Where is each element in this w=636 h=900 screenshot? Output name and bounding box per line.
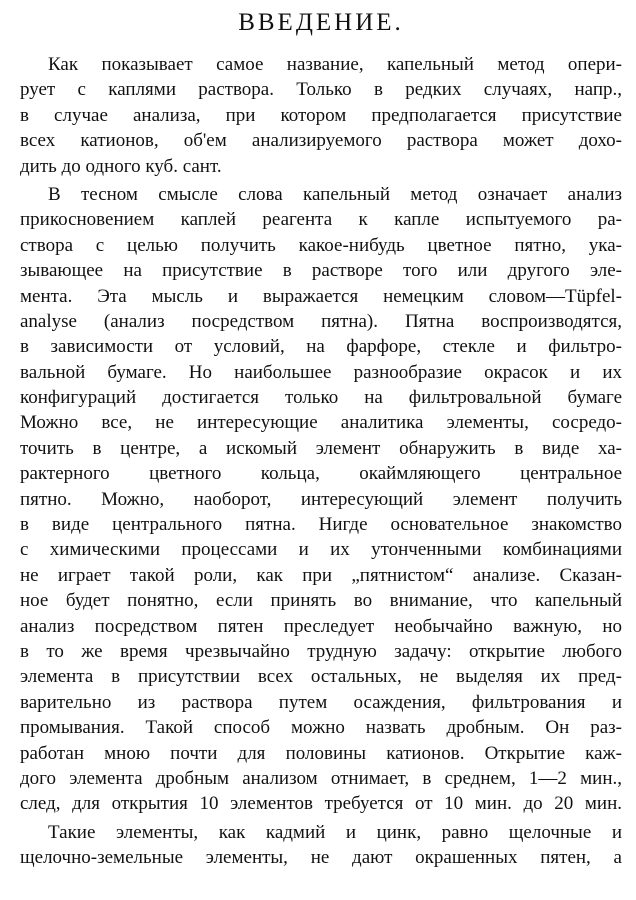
text-line: промывания. Такой способ можно назвать дробным. Он раз-	[20, 717, 622, 739]
paragraph-3	[20, 820, 622, 871]
text-line: рует с каплями раствора. Только в редких случаях, напр.,	[20, 79, 622, 101]
text-line: не играет такой роли, как при „пятнистом“ анализе. Сказан-	[20, 564, 622, 586]
text-line: след, для открытия 10 элементов требуется от 10 мин. до 20 мин.	[20, 793, 622, 815]
text-line: рактерного цветного кольца, окаймляющего центральное	[20, 463, 622, 485]
text-line: в зависимости от условий, на фарфоре, стекле и фильтро-	[20, 336, 622, 358]
text-line: Как показывает самое название, капельный метод опери-	[48, 54, 622, 75]
text-line: в виде центрального пятна. Нигде основательное знакомство	[20, 514, 622, 536]
text-line: варительно из раствора путем осаждения, фильтрования и	[20, 691, 622, 713]
text-line: Можно все, не интересующие аналитика элементы, сосредо-	[20, 412, 622, 434]
text-line: щелочно-земельные элементы, не дают окрашенных пятен, а	[20, 847, 622, 869]
text-line: створа с целью получить какое-нибудь цветное пятно, ука-	[20, 234, 622, 256]
text-line: пятно. Можно, наоборот, интересующий элемент получить	[20, 488, 622, 510]
paragraph-1	[20, 52, 622, 179]
text-line: в то же время чрезвычайно трудную задачу: открытие любого	[20, 640, 622, 662]
text-line: В тесном смысле слова капельный метод означает анализ	[48, 183, 622, 205]
text-line: с химическими процессами и их утонченными комбинациями	[20, 539, 622, 561]
page-title: ВВЕДЕНИЕ.	[238, 9, 404, 36]
text-line: ное будет понятно, если принять во внимание, что капельный	[20, 590, 622, 612]
text-line: дого элемента дробным анализом отнимает, в среднем, 1—2 мин.,	[20, 767, 622, 789]
text-line: всех катионов, об'ем анализируемого раствора может дохо-	[20, 130, 622, 152]
text-line: точить в центре, а искомый элемент обнаружить в виде ха-	[20, 437, 622, 459]
text-line: analyse (анализ посредством пятна). Пятна воспроизводятся,	[20, 310, 622, 332]
text-line: анализ посредством пятен преследует необычайно важную, но	[20, 615, 622, 637]
text-line: работан мною почти для половины катионов. Открытие каж-	[20, 742, 622, 764]
paragraph-2	[20, 182, 622, 817]
text-line: вальной бумаге. Но наибольшее разнообразие окрасок и их	[20, 361, 622, 383]
text-line: элемента в присутствии всех остальных, не выделяя их пред-	[20, 666, 622, 688]
text-line: в случае анализа, при котором предполагается присутствие	[20, 104, 622, 126]
text-line: Такие элементы, как кадмий и цинк, равно щелочные и	[48, 821, 622, 843]
text-line: конфигураций достигается только на фильтровальной бумаге	[20, 387, 622, 409]
text-line: мента. Эта мысль и выражается немецким словом—Tüpfel-	[20, 285, 622, 307]
text-line: зывающее на присутствие в растворе того или другого эле-	[20, 260, 622, 282]
text-line: прикосновением каплей реагента к капле испытуемого ра-	[20, 209, 622, 231]
text-line: дить до одного куб. сант.	[20, 155, 222, 177]
